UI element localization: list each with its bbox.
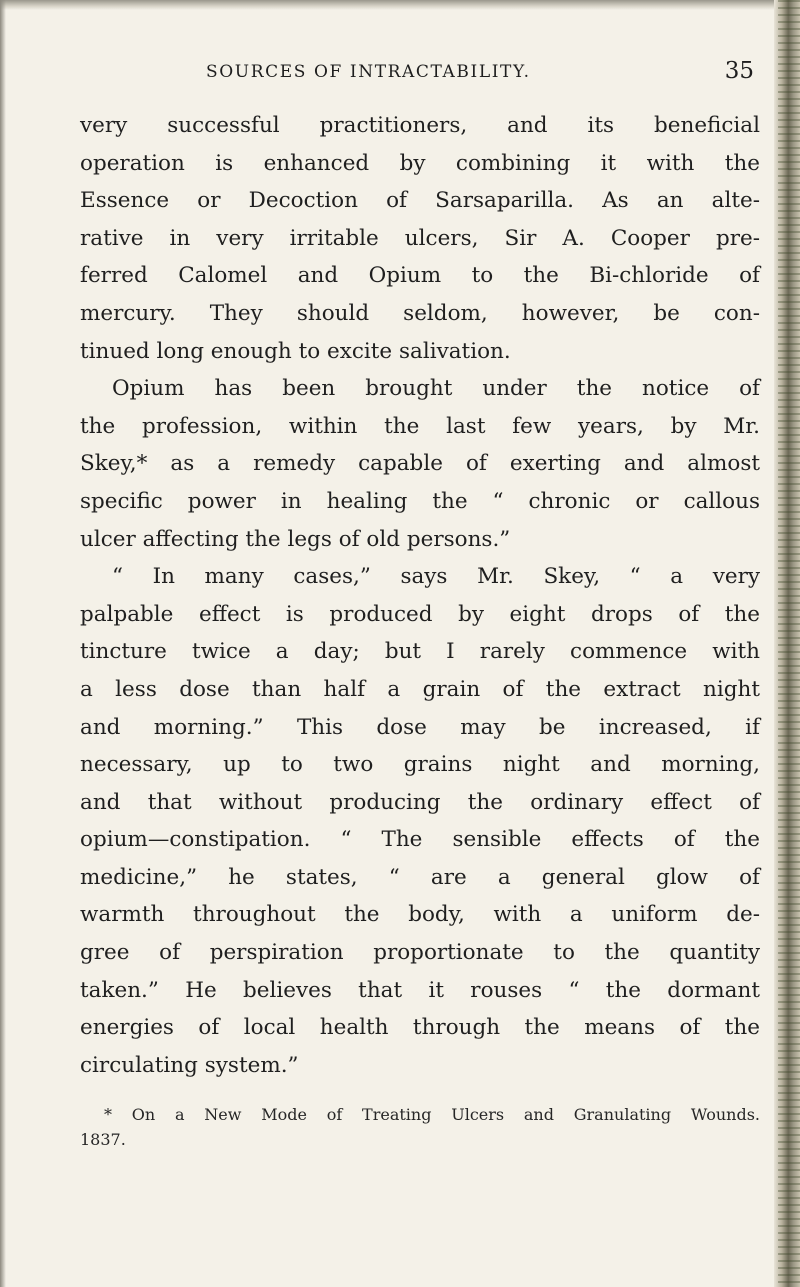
text-line: mercury. They should seldom, however, be con- [80, 300, 760, 326]
text-line: gree of perspiration proportionate to the quantity [80, 940, 760, 966]
footnote [80, 1102, 760, 1152]
top-edge-shadow [0, 0, 800, 10]
running-head [80, 58, 760, 88]
text-line: specific power in healing the “ chronic or callous [80, 488, 760, 514]
text-line: ferred Calomel and Opium to the Bi-chloride of [80, 263, 760, 289]
text-line: taken.” He believes that it rouses “ the dormant [80, 977, 760, 1003]
body-text [80, 107, 760, 1084]
paragraph-start-line: Opium has been brought under the notice of [112, 376, 760, 402]
text-line: and morning.” This dose may be increased, if [80, 714, 760, 740]
text-line: the profession, within the last few years, by Mr. [80, 413, 760, 439]
text-line: warmth throughout the body, with a uniform de- [80, 902, 760, 928]
text-line: and that without producing the ordinary effect of [80, 789, 760, 815]
text-line: tinued long enough to excite salivation. [80, 338, 511, 364]
text-line: ulcer affecting the legs of old persons.” [80, 526, 511, 552]
binding-edge-texture [778, 0, 800, 1287]
text-line: opium—constipation. “ The sensible effects of the [80, 827, 760, 853]
text-line: tincture twice a day; but I rarely commence with [80, 639, 760, 665]
text-line: circulating system.” [80, 1052, 299, 1078]
text-line: Skey,* as a remedy capable of exerting and almost [80, 451, 760, 477]
text-line: palpable effect is produced by eight drops of the [80, 601, 760, 627]
text-line: a less dose than half a grain of the extract night [80, 676, 760, 702]
text-line: medicine,” he states, “ are a general glow of [80, 864, 760, 890]
paragraph-start-line: “ In many cases,” says Mr. Skey, “ a very [112, 564, 760, 590]
running-title: SOURCES OF INTRACTABILITY. [206, 62, 531, 82]
text-line: very successful practitioners, and its beneficial [80, 113, 760, 138]
left-edge-shadow [0, 0, 6, 1287]
text-line: energies of local health through the means of the [80, 1015, 760, 1041]
text-line: necessary, up to two grains night and morning, [80, 752, 760, 778]
footnote-line: * On a New Mode of Treating Ulcers and Granulating Wounds. [104, 1105, 760, 1124]
text-line: operation is enhanced by combining it with the [80, 150, 760, 176]
footnote-line: 1837. [80, 1130, 126, 1149]
text-line: Essence or Decoction of Sarsaparilla. As an alte- [80, 188, 760, 214]
page-number: 35 [724, 58, 754, 84]
text-line: rative in very irritable ulcers, Sir A. Cooper pre- [80, 225, 760, 251]
